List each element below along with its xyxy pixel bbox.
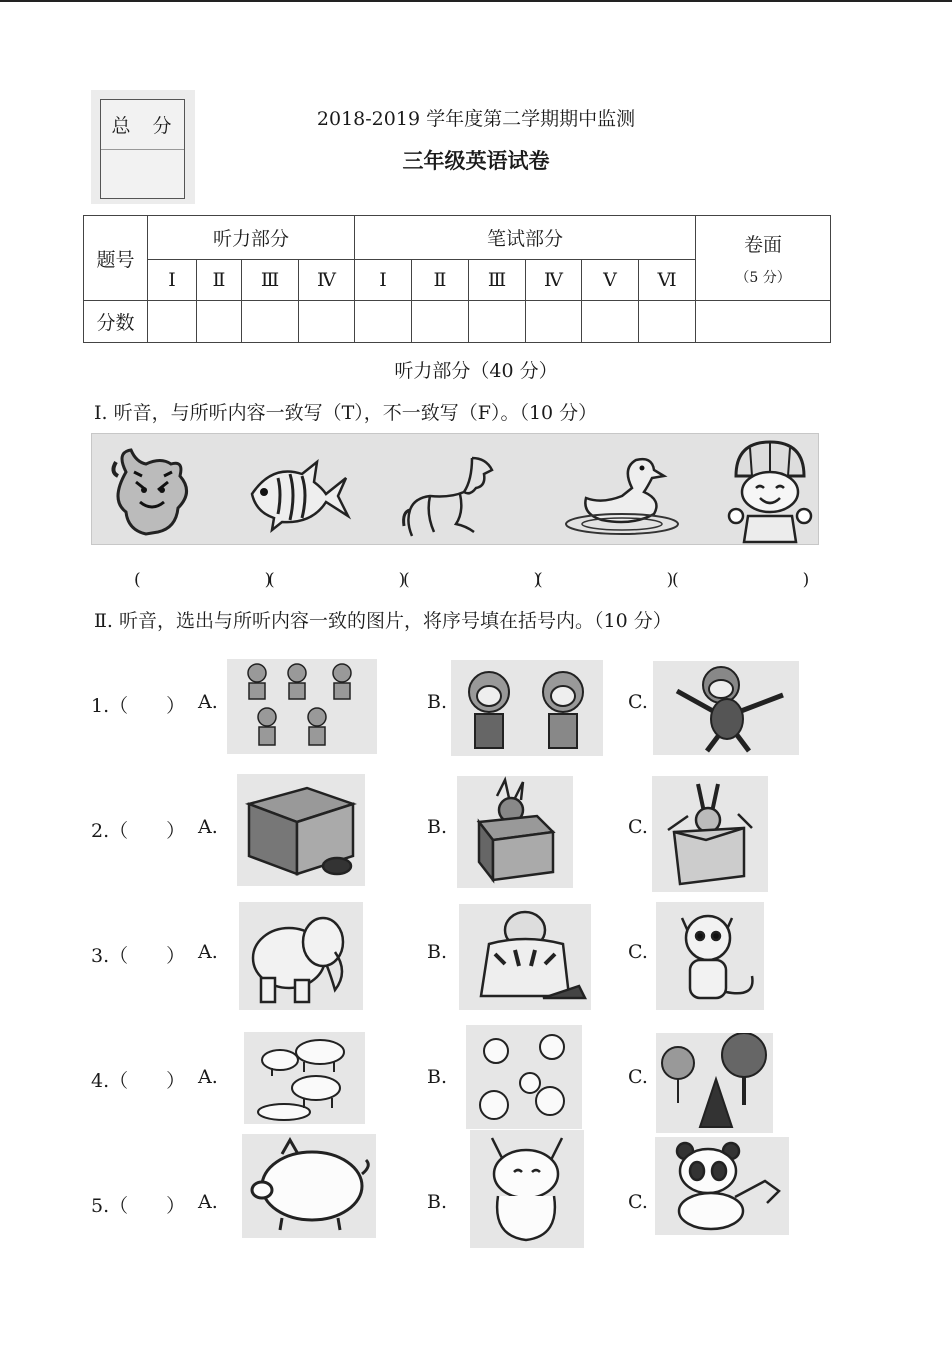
score-cell[interactable]	[639, 301, 696, 343]
writing-numeral: Ⅲ	[469, 260, 526, 301]
sheep-icon[interactable]	[244, 1032, 365, 1124]
exam-subtitle: 三年级英语试卷	[402, 148, 550, 173]
part1-answer-blank[interactable]: ( )	[403, 570, 571, 590]
question-5-option-c-label: C.	[628, 1191, 648, 1213]
question-4-option-c-label: C.	[628, 1066, 648, 1088]
monkey-icon[interactable]	[653, 661, 799, 755]
question-4-option-b-label: B.	[427, 1066, 448, 1088]
total-score-box	[91, 90, 195, 204]
tiger-icon	[106, 442, 198, 538]
rabbit-in-box-open-icon[interactable]	[652, 776, 768, 892]
question-2-option-a-label: A.	[198, 816, 218, 838]
part1-picture-strip	[91, 433, 819, 545]
listening-numeral: Ⅱ	[197, 260, 242, 301]
part1-answer-blank[interactable]: ( )	[268, 570, 436, 590]
tiger-icon[interactable]	[459, 904, 591, 1010]
listening-numeral: Ⅰ	[148, 260, 197, 301]
part1-instruction: Ⅰ. 听音，与所听内容一致写（T），不一致写（F）。（10 分）	[94, 402, 598, 424]
question-4-number[interactable]: 4.（ ）	[91, 1070, 186, 1092]
total-score-frame	[100, 99, 185, 199]
question-2-number[interactable]: 2.（ ）	[91, 820, 186, 842]
question-1-option-b-label: B.	[427, 691, 448, 713]
question-number-header: 题号	[84, 216, 148, 301]
question-5-number[interactable]: 5.（ ）	[91, 1195, 186, 1217]
page-top-rule	[0, 0, 952, 2]
worker-icon	[726, 436, 814, 544]
score-cell[interactable]	[148, 301, 197, 343]
writing-numeral: Ⅳ	[526, 260, 582, 301]
rabbit-in-box-icon[interactable]	[457, 776, 573, 888]
question-2-option-c-label: C.	[628, 816, 648, 838]
monkeys-icon[interactable]	[227, 659, 377, 754]
question-1-option-c-label: C.	[628, 691, 648, 713]
chicks-icon[interactable]	[466, 1025, 582, 1129]
question-3-option-b-label: B.	[427, 941, 448, 963]
listening-section-header: 听力部分	[148, 216, 355, 260]
writing-numeral: Ⅵ	[639, 260, 696, 301]
two-monkeys-icon[interactable]	[451, 660, 603, 756]
listening-numeral: Ⅲ	[242, 260, 299, 301]
question-5-option-b-label: B.	[427, 1191, 448, 1213]
writing-numeral: Ⅴ	[582, 260, 639, 301]
appearance-label: 卷面	[744, 233, 783, 256]
appearance-points: （5 分）	[735, 269, 791, 286]
exam-title: 2018-2019 学年度第二学期期中监测	[316, 108, 636, 130]
duck-icon	[562, 448, 682, 538]
score-table	[83, 215, 831, 343]
question-1-number[interactable]: 1.（ ）	[91, 695, 186, 717]
appearance-header	[696, 216, 831, 301]
cat-icon[interactable]	[470, 1130, 584, 1248]
part1-answer-blank[interactable]: ( )	[134, 570, 302, 590]
score-cell[interactable]	[197, 301, 242, 343]
trees-icon[interactable]	[656, 1033, 773, 1133]
score-cell[interactable]	[242, 301, 299, 343]
question-2-option-b-label: B.	[427, 816, 448, 838]
box-icon[interactable]	[237, 774, 365, 886]
part1-answer-blank[interactable]: ( )	[672, 570, 840, 590]
question-3-option-c-label: C.	[628, 941, 648, 963]
total-score-label: 总 分	[101, 100, 184, 150]
score-cell[interactable]	[355, 301, 412, 343]
writing-numeral: Ⅱ	[412, 260, 469, 301]
listening-numeral: Ⅳ	[299, 260, 355, 301]
cat-icon[interactable]	[656, 902, 764, 1010]
listening-section-title: 听力部分（40 分）	[394, 360, 558, 382]
horse-icon	[400, 452, 500, 540]
score-cell[interactable]	[526, 301, 582, 343]
score-row-label: 分数	[84, 301, 148, 343]
question-3-option-a-label: A.	[198, 941, 218, 963]
score-cell[interactable]	[469, 301, 526, 343]
score-cell[interactable]	[299, 301, 355, 343]
score-cell[interactable]	[582, 301, 639, 343]
part1-answer-blank[interactable]: ( )	[536, 570, 704, 590]
question-4-option-a-label: A.	[198, 1066, 218, 1088]
question-3-number[interactable]: 3.（ ）	[91, 945, 186, 967]
part2-instruction: Ⅱ. 听音，选出与所听内容一致的图片，将序号填在括号内。（10 分）	[94, 610, 672, 632]
panda-icon[interactable]	[655, 1137, 789, 1235]
writing-section-header: 笔试部分	[355, 216, 696, 260]
total-score-field[interactable]	[101, 150, 184, 198]
pig-icon[interactable]	[242, 1134, 376, 1238]
question-1-option-a-label: A.	[198, 691, 218, 713]
elephant-icon[interactable]	[239, 902, 363, 1010]
score-cell[interactable]	[412, 301, 469, 343]
score-cell[interactable]	[696, 301, 831, 343]
writing-numeral: Ⅰ	[355, 260, 412, 301]
question-5-option-a-label: A.	[198, 1191, 218, 1213]
fish-icon	[242, 454, 352, 534]
